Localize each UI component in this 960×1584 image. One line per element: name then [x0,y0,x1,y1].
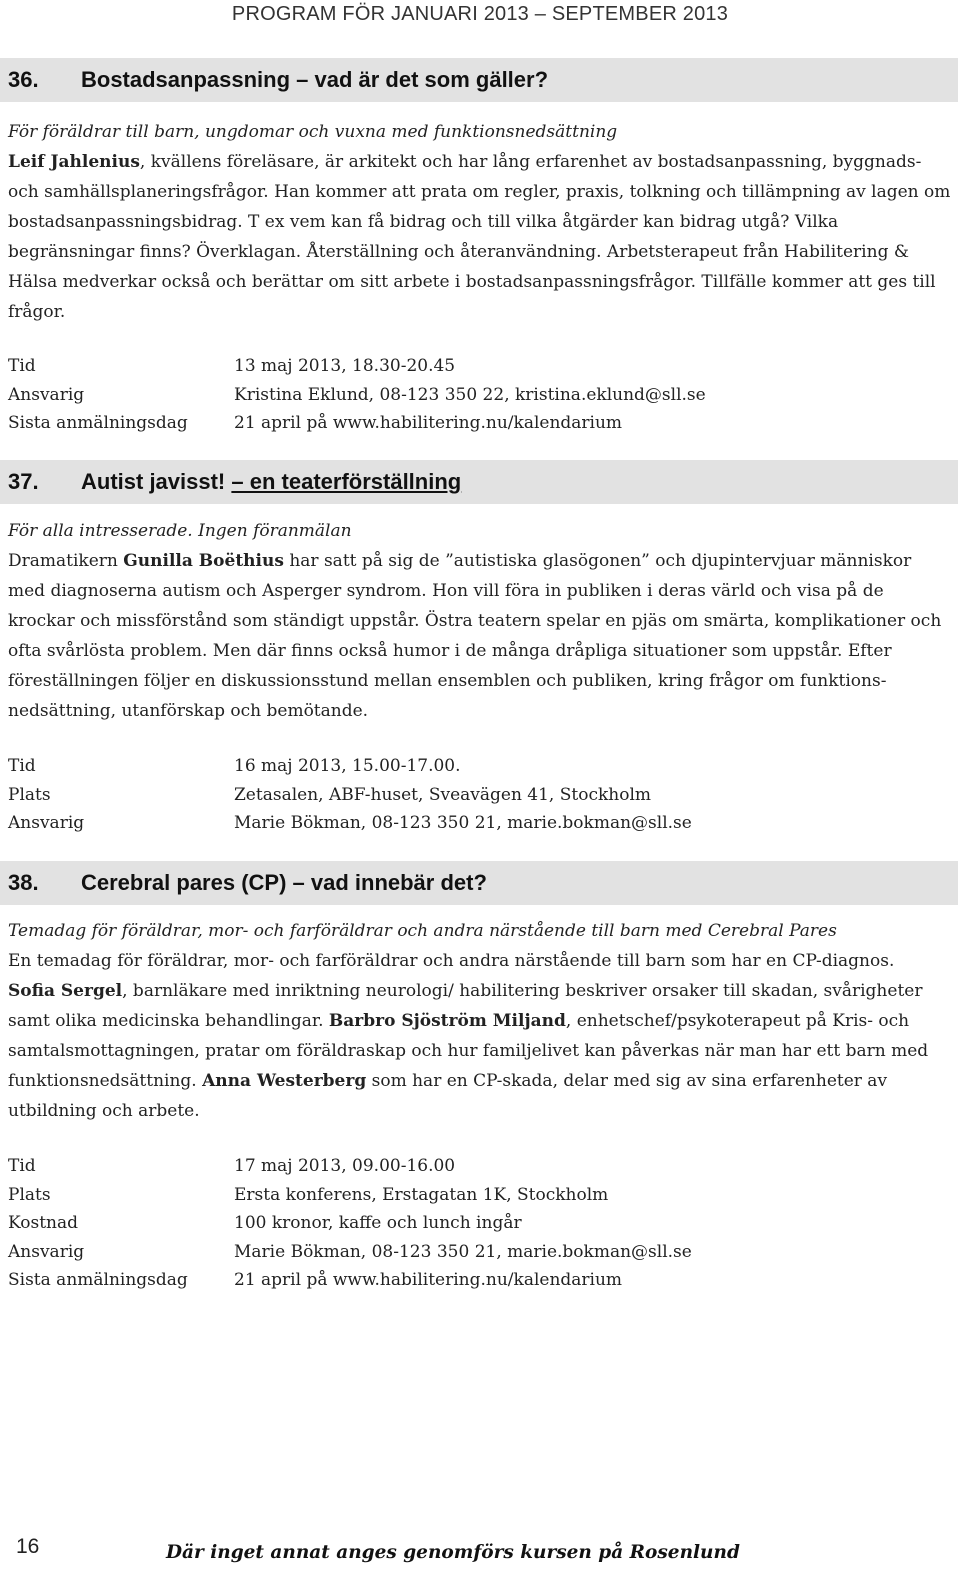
body-pre: Dramatikern [8,551,124,571]
info-value: 17 maj 2013, 09.00-16.00 [234,1156,456,1176]
section-38-text [8,916,951,1126]
info-row [8,781,951,810]
speaker-name: Barbro Sjöström Miljand [328,1011,566,1031]
page-number: 16 [16,1535,40,1558]
info-row [8,409,951,438]
title-main: Autist javisst! [81,469,226,494]
info-row [8,1266,951,1295]
info-value: Marie Bökman, 08-123 350 21, marie.bokman@sll.se [234,1241,692,1262]
section-number: 36. [8,67,39,92]
section-37-info [8,752,951,838]
info-value: 16 maj 2013, 15.00-17.00. [234,756,461,776]
author-name: Gunilla Boëthius [123,551,284,571]
section-36-info [8,352,951,438]
info-row [8,1152,951,1181]
speaker-name: Sofia Sergel [8,981,123,1001]
body-text: har satt på sig de ”autistiska glasögonen” och djupintervjuar människor med diagnoserna autism och Asperger syndrom. Hon vill föra in publiken i deras värld och visa på de krockar och missförstånd som ständigt uppstår. Östra teatern spelar en pjäs om smärta, komplikationer och ofta svårlösta problem. Men där finns också humor i de många dråpliga situationer som uppstår. Efter föreställningen följer en diskussionsstund mellan ensemblen och publiken, kring frågor om funktions-nedsättning, utanförskap och bemötande. [8,551,942,721]
info-label: Kostnad [8,1213,79,1233]
section-body [8,147,951,327]
section-title [81,460,461,504]
info-value: Kristina Eklund, 08-123 350 22, kristina.eklund@sll.se [234,384,706,405]
info-row [8,1238,951,1267]
running-head: PROGRAM FÖR JANUARI 2013 – SEPTEMBER 2013 [231,3,729,25]
footer-note: Där inget annat anges genomförs kursen på Rosenlund [166,1542,740,1563]
section-38-info [8,1152,951,1295]
info-label: Ansvarig [8,384,85,405]
section-title: Bostadsanpassning – vad är det som gäller? [81,67,549,92]
section-intro: Temadag för föräldrar, mor- och farföräldrar och andra närstående till barn med Cerebral Pares [8,921,837,941]
section-number: 38. [8,870,39,895]
info-value: Zetasalen, ABF-huset, Sveavägen 41, Stockholm [234,784,652,805]
info-row [8,809,951,838]
body-text: , kvällens föreläsare, är arkitekt och har lång erfarenhet av bostadsanpassning, byggnads- och samhällsplaneringsfrågor. Han kommer att prata om regler, praxis, tolkning och tillämpning av lagen om bostadsanpassningsbidrag. T ex vem kan få bidrag och till vilka åtgärder kan bidrag utgå? Vilka begränsningar finns? Överklagan. Återställning och återanvändning. Arbetsterapeut från Habilitering & Hälsa medverkar också och berättar om sitt arbete i bostadsanpassningsfrågor. Tillfälle kommer att ges till frågor. [8,152,951,322]
info-row [8,752,951,781]
info-row [8,381,951,410]
section-36-text [8,117,951,327]
section-header-36 [0,58,958,102]
body-text: som har en CP-skada, delar med sig av sina erfarenheter av utbildning och arbete. [8,1071,888,1121]
info-label: Tid [8,1156,36,1176]
info-value: 21 april på www.habilitering.nu/kalendarium [234,1270,623,1290]
info-value: 21 april på www.habilitering.nu/kalendarium [234,413,623,433]
speaker-name: Leif Jahlenius [8,152,140,172]
info-row [8,1209,951,1238]
info-row [8,1181,951,1210]
section-body [8,976,951,1126]
section-header-38 [0,861,958,905]
section-intro: För alla intresserade. Ingen föranmälan [8,521,352,541]
info-label: Ansvarig [8,1241,85,1262]
info-label: Tid [8,356,36,376]
info-label: Plats [8,1184,51,1205]
info-value: 100 kronor, kaffe och lunch ingår [234,1213,522,1233]
info-label: Sista anmälningsdag [8,1270,188,1290]
body-text: , barnläkare med inriktning neurologi/ habilitering beskriver orsaker till skadan, svårigheter samt olika medicinska behandlingar. [8,981,923,1031]
info-label: Ansvarig [8,813,85,833]
info-value: Marie Bökman, 08-123 350 21, marie.bokman@sll.se [234,813,692,833]
section-intro: För föräldrar till barn, ungdomar och vuxna med funktionsnedsättning [8,122,618,142]
body-text: , enhetschef/psykoterapeut på Kris- och samtalsmottagningen, pratar om föräldraskap och hur familjelivet kan påverkas när man har ett barn med funktionsnedsättning. [8,1011,929,1091]
info-value: Ersta konferens, Erstagatan 1K, Stockholm [234,1184,609,1205]
section-37-text [8,516,951,726]
title-subtitle: – en teaterförställning [231,469,462,494]
speaker-name: Anna Westerberg [202,1071,367,1091]
info-label: Plats [8,784,51,805]
info-label: Sista anmälningsdag [8,413,188,433]
info-label: Tid [8,756,36,776]
section-number: 37. [8,469,39,494]
section-header-37 [0,460,958,504]
section-title: Cerebral pares (CP) – vad innebär det? [81,870,487,895]
info-value: 13 maj 2013, 18.30-20.45 [234,356,456,376]
section-body-lead: En temadag för föräldrar, mor- och farföräldrar och andra närstående till barn som har en CP-diagnos. [8,951,895,971]
info-row [8,352,951,381]
section-body [8,546,951,726]
